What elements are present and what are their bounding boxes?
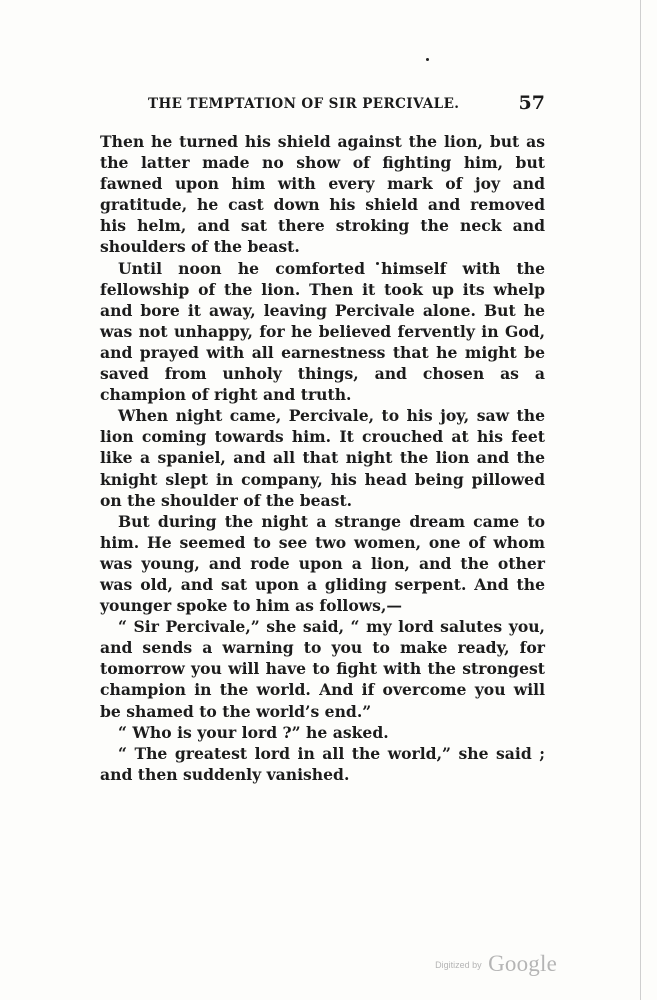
google-logo-text: Google xyxy=(488,951,557,976)
digitized-watermark xyxy=(435,951,557,977)
running-head: THE TEMPTATION OF SIR PERCIVALE. xyxy=(148,96,460,112)
watermark-prefix: Digitized by xyxy=(435,960,482,970)
paragraph-1: Then he turned his shield against the lion, but as the latter made no show of fighting him, but fawned upon him with every mark of joy and gratitude, he cast down his shield and removed his helm, and sat there stroking the neck and shoulders of the beast. xyxy=(100,132,545,257)
body-text xyxy=(100,131,545,785)
paragraph-4: But during the night a strange dream came to him. He seemed to see two women, one of whom was young, and rode upon a lion, and the other was old, and sat upon a gliding serpent. And the younger spoke to him as follows,— xyxy=(100,511,545,616)
page-edge-rule xyxy=(640,0,641,1000)
paragraph-2: Until noon he comforted himself with the fellowship of the lion. Then it took up its whelp and bore it away, leaving Percivale alone. But he was not unhappy, for he believed fervently in God, and prayed with all earnestness that he might be saved from unholy things, and chosen as a champion of right and truth. xyxy=(100,258,545,405)
paragraph-6: “ Who is your lord ?” he asked. xyxy=(118,722,389,742)
page-header xyxy=(100,92,545,116)
paragraph-7: “ The greatest lord in all the world,” she said ; and then suddenly vanished. xyxy=(100,743,545,784)
stray-mark-top xyxy=(426,58,429,61)
paragraph-5: “ Sir Percivale,” she said, “ my lord salutes you, and sends a warning to you to make ready, for tomorrow you will have to fight with the strongest champion in the world. And if overcome you will be shamed to the world’s end.” xyxy=(100,617,545,721)
page-number: 57 xyxy=(518,92,545,114)
paragraph-3: When night came, Percivale, to his joy, saw the lion coming towards him. It crouched at his feet like a spaniel, and all that night the lion and the knight slept in company, his head being pillowed on the shoulder of the beast. xyxy=(100,406,545,510)
